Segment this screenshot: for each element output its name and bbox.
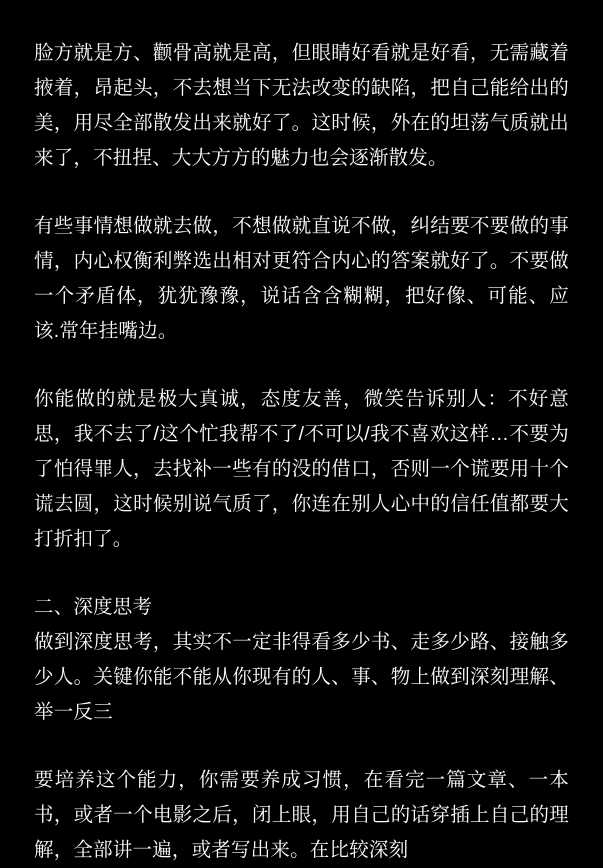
article-body xyxy=(34,36,569,868)
paragraph-1: 脸方就是方、颧骨高就是高，但眼睛好看就是好看，无需藏着掖着，昂起头，不去想当下无法改变的缺陷，把自己能给出的美，用尽全部散发出来就好了。这时候，外在的坦荡气质就出来了，不扭捏、大大方方的魅力也会逐渐散发。 xyxy=(34,42,569,169)
paragraph-4: 做到深度思考，其实不一定非得看多少书、走多少路、接触多少人。关键你能不能从你现有的人、事、物上做到深刻理解、举一反三 xyxy=(34,631,569,723)
paragraph-2: 有些事情想做就去做，不想做就直说不做，纠结要不要做的事情，内心权衡利弊选出相对更符合内心的答案就好了。不要做一个矛盾体，犹犹豫豫，说话含含糊糊，把好像、可能、应该.常年挂嘴边。 xyxy=(34,215,569,342)
paragraph-3: 你能做的就是极大真诚，态度友善，微笑告诉别人：不好意思，我不去了/这个忙我帮不了/不可以/我不喜欢这样…不要为了怕得罪人，去找补一些有的没的借口，否则一个谎要用十个谎去圆，这时候别说气质了，你连在别人心中的信任值都要大打折扣了。 xyxy=(34,388,569,550)
paragraph-5: 要培养这个能力，你需要养成习惯，在看完一篇文章、一本书，或者一个电影之后，闭上眼，用自己的话穿插上自己的理解，全部讲一遍，或者写出来。在比较深刻 xyxy=(34,769,569,861)
section-heading-2: 二、深度思考 xyxy=(34,596,153,618)
